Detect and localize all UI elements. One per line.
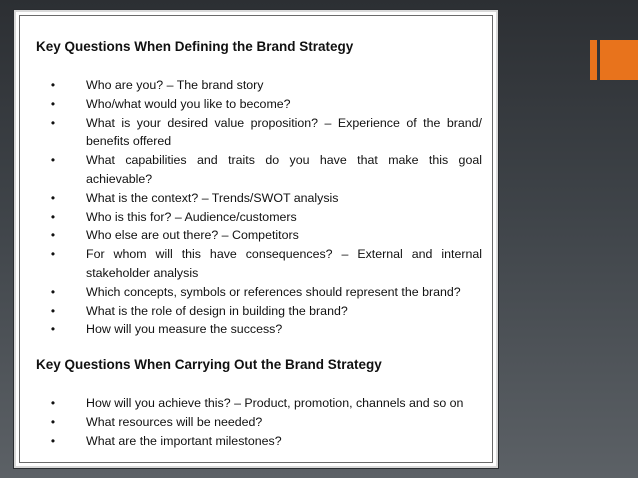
bullet-icon: • [50,96,56,111]
bullet-icon: • [50,209,56,224]
section2-heading: Key Questions When Carrying Out the Brand Strategy [36,357,382,372]
bullet-icon: • [50,433,56,448]
accent-bar-thin [590,40,597,80]
section1-list [46,76,482,339]
list-item: • Who is this for? – Audience/customers [46,208,482,227]
accent-bar-thick [600,40,638,80]
list-item: • What capabilities and traits do you have that make this goal achievable? [46,151,482,189]
bullet-icon: • [50,322,56,337]
list-item: • For whom will this have consequences? – External and internal stakeholder analysis [46,245,482,283]
bullet-icon: • [50,414,56,429]
bullet-icon: • [50,228,56,243]
section1-heading: Key Questions When Defining the Brand Strategy [36,39,354,54]
list-item: • What are the important milestones? [46,432,482,451]
list-item: • Which concepts, symbols or references should represent the brand? [46,283,482,302]
bullet-icon: • [50,303,56,318]
bullet-icon: • [50,78,56,92]
list-item: • Who else are out there? – Competitors [46,226,482,245]
list-item: • What is the context? – Trends/SWOT analysis [46,189,482,208]
list-item: • Who/what would you like to become? [46,95,482,114]
list-item: • How will you measure the success? [46,320,482,339]
bullet-icon: • [50,115,56,130]
list-item: • What is your desired value proposition? – Experience of the brand/ benefits offered [46,114,482,152]
content-panel [14,10,498,468]
bullet-icon: • [50,247,56,262]
bullet-icon: • [50,284,56,299]
bullet-icon: • [50,396,56,410]
bullet-icon: • [50,153,56,168]
bullet-icon: • [50,190,56,205]
list-item: • Who are you? – The brand story [46,76,482,95]
section2-list [46,394,482,450]
list-item: • What resources will be needed? [46,413,482,432]
list-item: • What is the role of design in building the brand? [46,302,482,321]
list-item: • How will you achieve this? – Product, promotion, channels and so on [46,394,482,413]
